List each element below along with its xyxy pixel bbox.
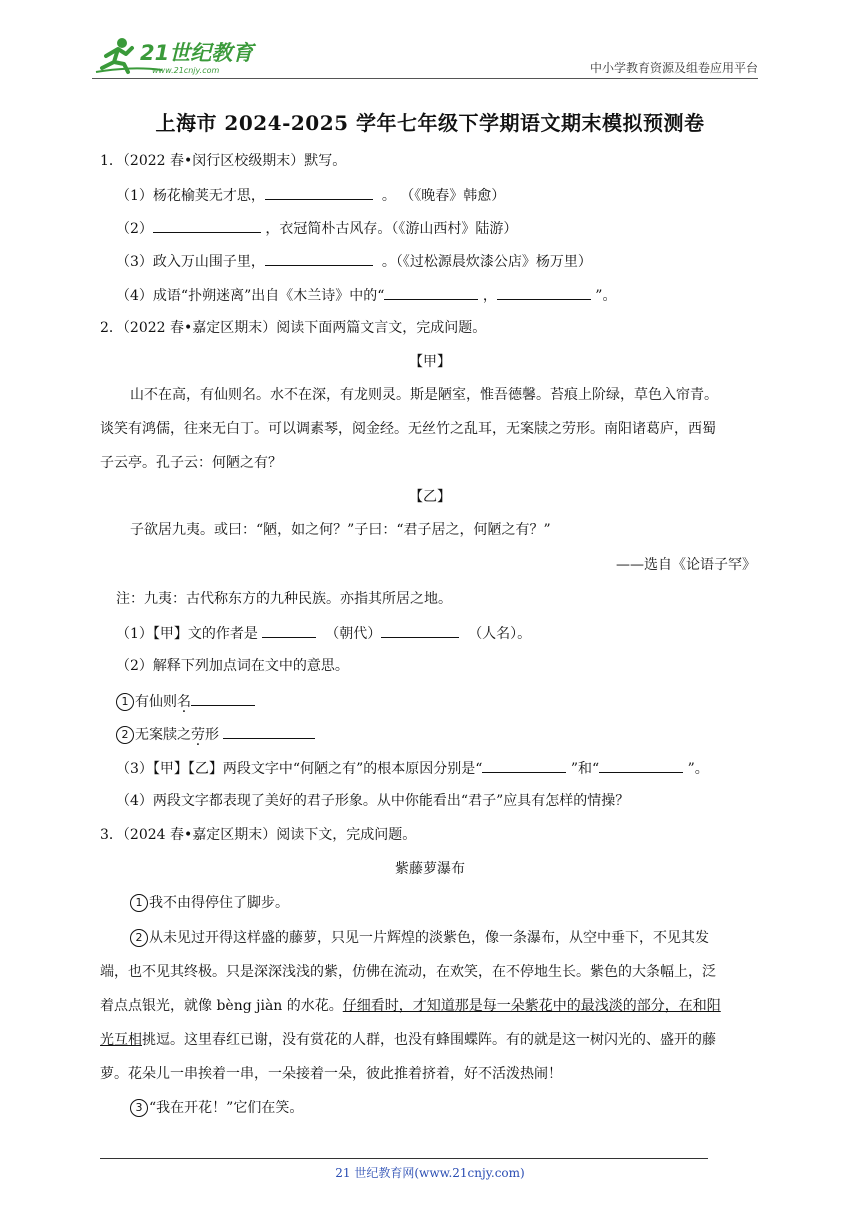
paragraph-line: 端，也不见其终极。只是深深浅浅的紫，仿佛在流动，在欢笑，在不停地生长。紫色的大条幅上，泛 bbox=[100, 964, 716, 980]
passage-jia-line: 山不在高，有仙则名。水不在深，有龙则灵。斯是陋室，惟吾德馨。苔痕上阶绿，草色入帘青。 bbox=[130, 387, 718, 403]
q1-stem: 1．（2022 春•闵行区校级期末）默写。 bbox=[100, 153, 347, 169]
q1-sub4-comma: ， bbox=[482, 288, 497, 304]
dotted-word: 劳 bbox=[191, 727, 205, 743]
logo-text: 21世纪教育 bbox=[140, 41, 254, 65]
underlined-sentence: 光互相 bbox=[100, 1032, 142, 1048]
answer-blank[interactable] bbox=[223, 723, 315, 739]
q1-sub4-end: ”。 bbox=[595, 288, 617, 304]
q1-sub3-source: 。（《过松源晨炊漆公店》杨万里） bbox=[381, 254, 592, 270]
underlined-sentence: 仔细看时，才知道那是每一朵紫花中的最浅淡的部分，在和阳 bbox=[342, 998, 721, 1014]
q2-sub3-end: ”。 bbox=[687, 761, 709, 777]
q1-sub2-label: （2） bbox=[116, 221, 153, 237]
paragraph-text: 从未见过开得这样盛的藤萝，只见一片辉煌的淡紫色，像一条瀑布，从空中垂下，不见其发 bbox=[149, 930, 709, 946]
logo bbox=[92, 34, 262, 76]
q2-sub4: （4）两段文字都表现了美好的君子形象。从中你能看出“君子”应具有怎样的情操？ bbox=[116, 793, 630, 809]
q2-sub3-text: （3）【甲】【乙】两段文字中“何陋之有”的根本原因分别是“ bbox=[116, 761, 483, 777]
article-paragraph-3 bbox=[130, 1098, 303, 1118]
q2-sub2: （2）解释下列加点词在文中的意思。 bbox=[116, 658, 349, 674]
paragraph-line bbox=[100, 996, 721, 1016]
dotted-word: 名 bbox=[177, 694, 191, 710]
q1-sub1-text: （1）杨花榆荚无才思， bbox=[116, 188, 265, 204]
q2-sub1-dynasty: （朝代） bbox=[325, 626, 382, 642]
q3-stem: 3．（2024 春•嘉定区期末）阅读下文，完成问题。 bbox=[100, 827, 417, 843]
q2-stem: 2．（2022 春•嘉定区期末）阅读下面两篇文言文，完成问题。 bbox=[100, 320, 487, 336]
article-paragraph-1 bbox=[130, 893, 289, 913]
paragraph-line bbox=[100, 1030, 716, 1050]
answer-blank[interactable] bbox=[265, 184, 373, 200]
paragraph-text: 这里春红已谢，没有赏花的人群，也没有蜂围蝶阵。有的就是这一树闪光的、盛开的藤 bbox=[184, 1032, 716, 1048]
passage-yi-line: 子欲居九夷。或曰：“陋，如之何？”子曰：“君子居之，何陋之有？” bbox=[130, 522, 551, 538]
footer-divider bbox=[100, 1158, 708, 1159]
answer-blank[interactable] bbox=[153, 217, 261, 233]
passage-yi-heading: 【乙】 bbox=[409, 489, 451, 505]
answer-blank[interactable] bbox=[497, 284, 591, 300]
q1-sub1 bbox=[116, 184, 505, 206]
answer-blank[interactable] bbox=[599, 757, 683, 773]
q1-sub3-text: （3）政入万山围子里， bbox=[116, 254, 265, 270]
annotation-note: 注：九夷：古代称东方的九种民族。亦指其所居之地。 bbox=[116, 591, 452, 607]
article-paragraph-2 bbox=[130, 928, 709, 948]
q2-item2-text: 无案牍之 bbox=[135, 727, 191, 743]
paragraph-text: 着点点银光，就像 bèng jiàn 的水花。 bbox=[100, 998, 343, 1014]
q1-sub4-text: （4）成语“扑朔迷离”出自《木兰诗》中的“ bbox=[116, 288, 385, 304]
platform-name: 中小学教育资源及组卷应用平台 bbox=[589, 61, 758, 75]
answer-blank[interactable] bbox=[191, 690, 255, 706]
q2-item2 bbox=[116, 723, 315, 745]
q1-sub1-source: 。 （《晚春》韩愈） bbox=[381, 188, 506, 204]
answer-blank[interactable] bbox=[265, 250, 373, 266]
passage-yi-source: ——选自《论语子罕》 bbox=[616, 557, 756, 573]
q1-sub3 bbox=[116, 250, 592, 272]
circled-number: 2 bbox=[116, 726, 134, 744]
answer-blank[interactable] bbox=[482, 757, 566, 773]
q2-sub1-text: （1）【甲】文的作者是 bbox=[116, 626, 258, 642]
header-divider bbox=[92, 78, 758, 79]
q2-sub3 bbox=[116, 757, 709, 779]
page-title: 上海市 2024-2025 学年七年级下学期语文期末模拟预测卷 bbox=[155, 111, 705, 135]
q1-sub2-text: ，衣冠简朴古风存。（《游山西村》陆游） bbox=[265, 221, 518, 237]
circled-number: 3 bbox=[130, 1099, 148, 1117]
answer-blank[interactable] bbox=[384, 284, 478, 300]
circled-number: 1 bbox=[130, 894, 148, 912]
passage-jia-heading: 【甲】 bbox=[409, 354, 451, 370]
q2-sub1-person: （人名）。 bbox=[468, 626, 532, 642]
q2-sub3-and: ”和“ bbox=[570, 761, 600, 777]
circled-number: 2 bbox=[130, 929, 148, 947]
passage-jia-line: 子云亭。孔子云：何陋之有？ bbox=[100, 455, 282, 471]
q2-sub1 bbox=[116, 622, 531, 644]
answer-blank[interactable] bbox=[262, 622, 316, 638]
q2-item2-text-end: 形 bbox=[205, 727, 219, 743]
q1-sub2 bbox=[116, 217, 517, 239]
q2-item1 bbox=[116, 690, 255, 712]
circled-number: 1 bbox=[116, 693, 134, 711]
paragraph-text: “我在开花！”它们在笑。 bbox=[149, 1100, 304, 1116]
q2-item1-text: 有仙则 bbox=[135, 694, 177, 710]
logo-url: www.21cnjy.com bbox=[152, 66, 220, 75]
paragraph-text: 挑逗。 bbox=[142, 1032, 184, 1048]
paragraph-text: 我不由得停住了脚步。 bbox=[149, 895, 289, 911]
q1-sub4 bbox=[116, 284, 616, 306]
passage-jia-line: 谈笑有鸿儒，往来无白丁。可以调素琴，阅金经。无丝竹之乱耳，无案牍之劳形。南阳诸葛庐，西蜀 bbox=[100, 421, 716, 437]
answer-blank[interactable] bbox=[381, 622, 459, 638]
article-title: 紫藤萝瀑布 bbox=[395, 861, 465, 877]
page-header bbox=[92, 34, 758, 80]
runner-logo-icon bbox=[92, 34, 262, 76]
footer-link[interactable]: 21 世纪教育网(www.21cnjy.com) bbox=[335, 1166, 525, 1180]
paragraph-line: 萝。花朵儿一串挨着一串，一朵接着一朵，彼此推着挤着，好不活泼热闹！ bbox=[100, 1066, 562, 1082]
